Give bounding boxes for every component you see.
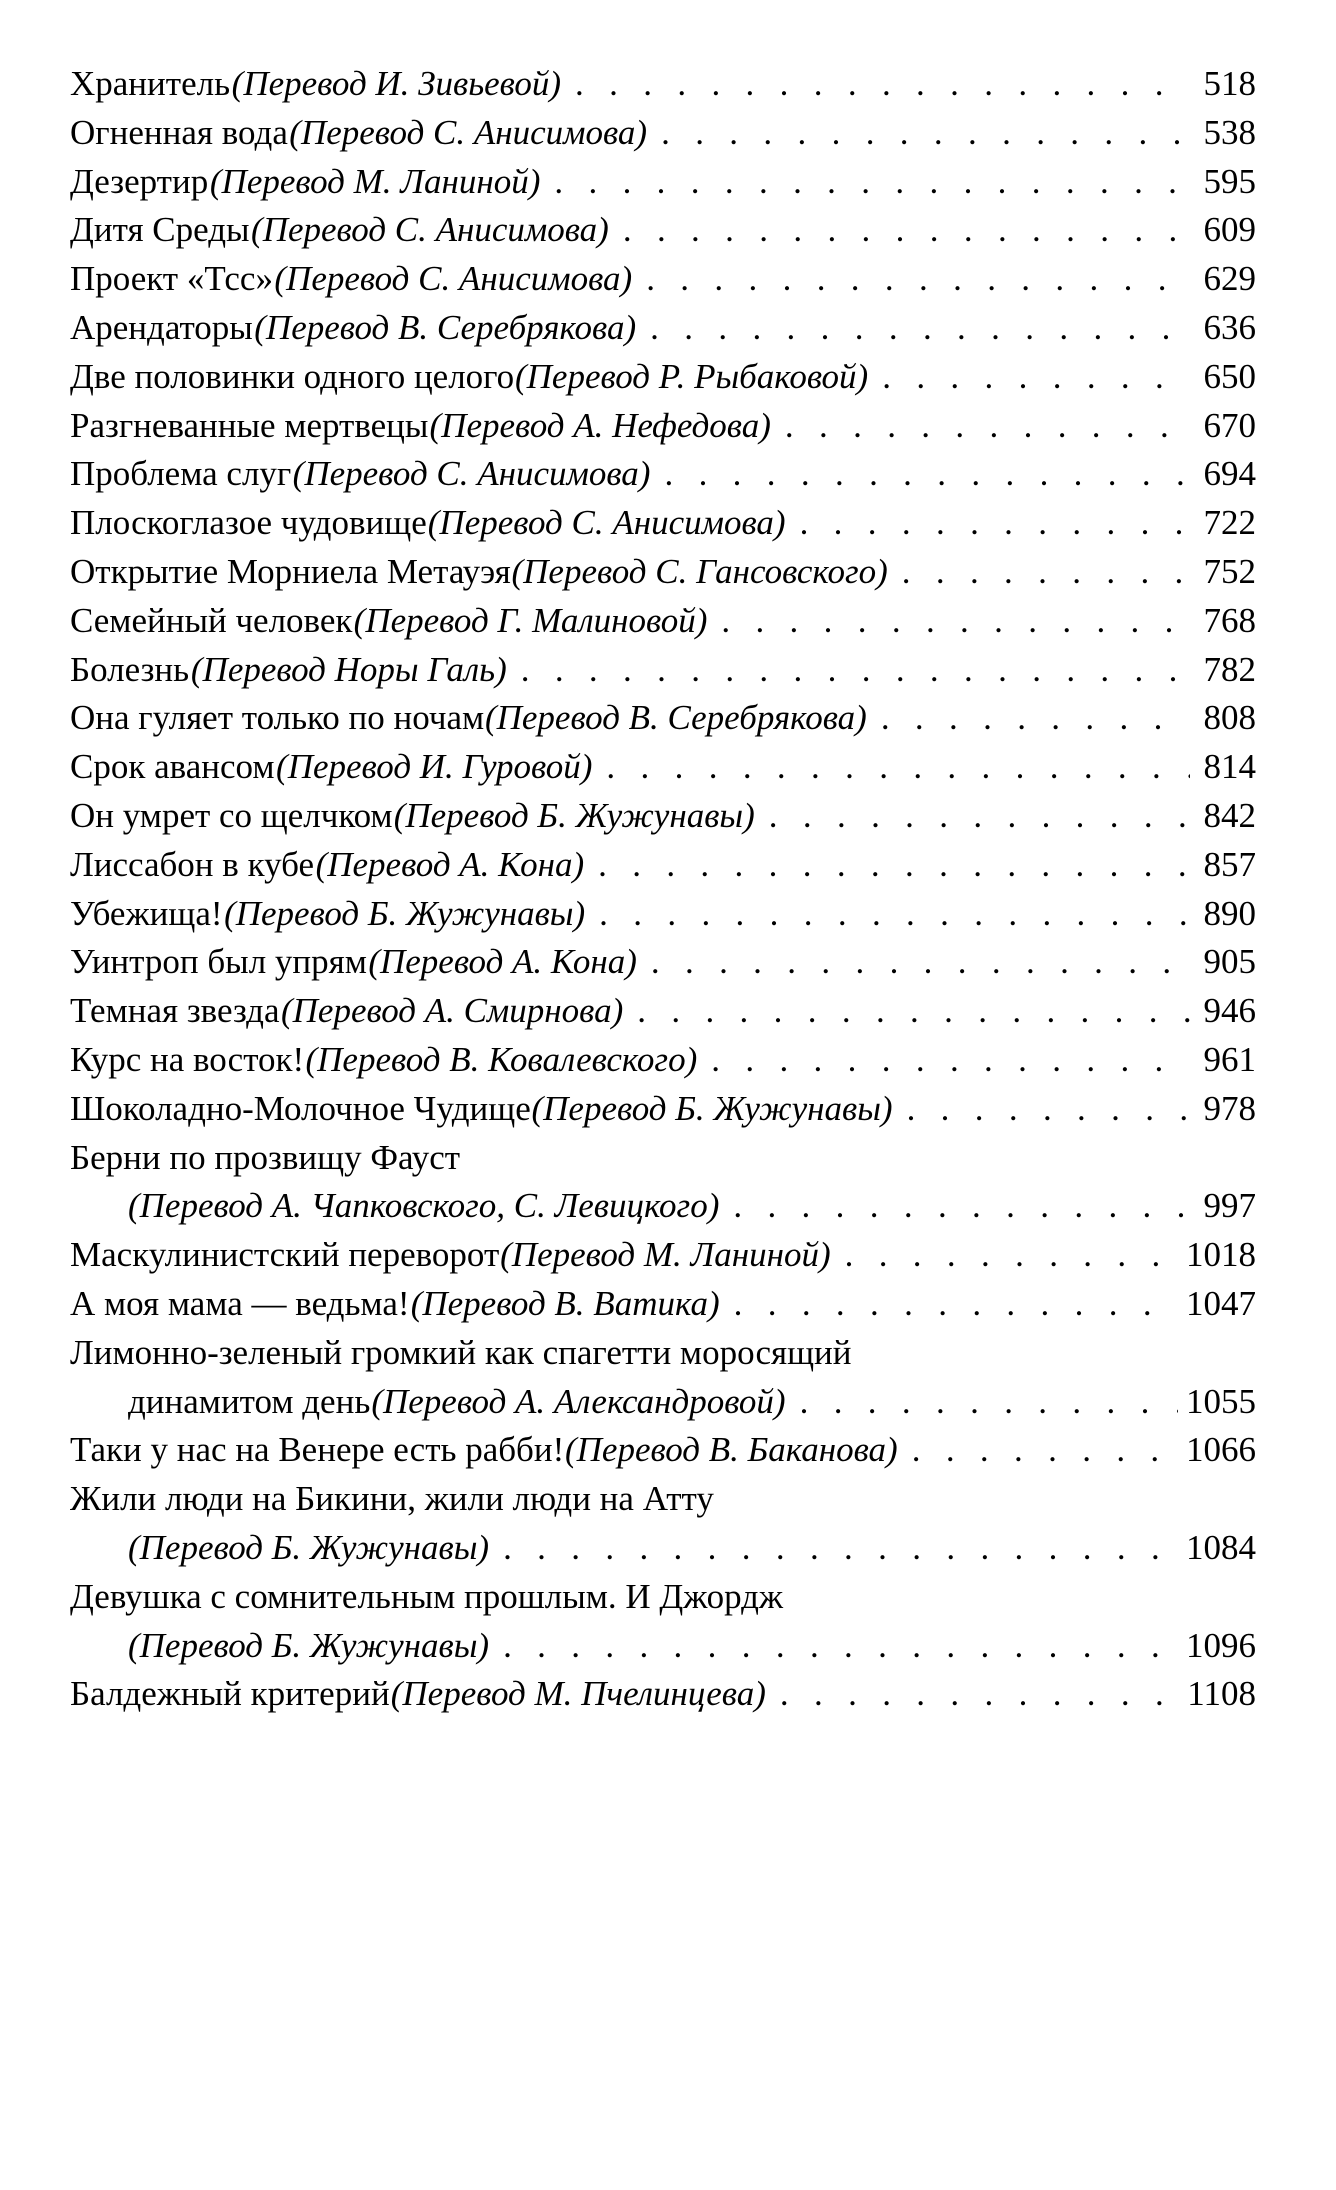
entry-translator: (Перевод Б. Жужунавы) <box>128 1625 490 1665</box>
entry-translator: (Перевод В. Ковалевского) <box>305 1039 698 1079</box>
dot-leader <box>881 694 1190 743</box>
entry-title: Срок авансом <box>70 747 275 787</box>
entry-translator: (Перевод Б. Жужунавы) <box>531 1088 893 1128</box>
entry-page: 842 <box>1203 795 1256 835</box>
toc-entry <box>70 792 1256 841</box>
dot-leader <box>785 402 1190 451</box>
entry-translator: (Перевод М. Ланиной) <box>500 1235 831 1275</box>
entry-title: Девушка с сомнительным прошлым. И Джордж <box>70 1576 784 1616</box>
entry-page: 814 <box>1203 747 1256 787</box>
entry-title: Плоскоглазое чудовище <box>70 503 427 543</box>
entry-page: 857 <box>1203 844 1256 884</box>
entry-title: Лиссабон в кубе <box>70 844 314 884</box>
toc-entry <box>70 1280 1256 1329</box>
dot-leader <box>907 1085 1190 1134</box>
toc-entry <box>70 548 1256 597</box>
entry-translator: (Перевод И. Гуровой) <box>276 747 593 787</box>
dot-leader <box>503 1622 1178 1671</box>
entry-page: 782 <box>1203 649 1256 689</box>
entry-title: Хранитель <box>70 64 231 103</box>
entry-title: Таки у нас на Венере есть рабби! <box>70 1430 565 1470</box>
entry-page: 518 <box>1203 64 1256 103</box>
entry-translator: (Перевод И. Зивьевой) <box>231 64 562 103</box>
entry-title: Берни по прозвищу Фауст <box>70 1137 461 1177</box>
entry-page: 997 <box>1203 1186 1256 1226</box>
toc-entry <box>70 1085 1256 1134</box>
toc-entry <box>70 60 1256 109</box>
dot-leader <box>780 1670 1179 1719</box>
entry-translator: (Перевод В. Серебрякова) <box>254 307 637 347</box>
toc-entry <box>70 109 1256 158</box>
entry-page: 961 <box>1203 1039 1256 1079</box>
entry-title: Убежища! <box>70 893 223 933</box>
dot-leader <box>664 450 1190 499</box>
entry-page: 636 <box>1203 307 1256 347</box>
dot-leader <box>637 987 1190 1036</box>
entry-page: 1096 <box>1186 1625 1256 1665</box>
dot-leader <box>650 304 1190 353</box>
dot-leader <box>646 255 1190 304</box>
entry-page: 768 <box>1203 600 1256 640</box>
toc-entry <box>70 402 1256 451</box>
entry-page: 722 <box>1203 503 1256 543</box>
entry-translator: (Перевод Норы Галь) <box>190 649 507 689</box>
dot-leader <box>521 646 1190 695</box>
entry-page: 752 <box>1203 551 1256 591</box>
entry-translator: (Перевод А. Кона) <box>368 942 637 982</box>
entry-page: 1108 <box>1187 1674 1256 1714</box>
entry-title: Курс на восток! <box>70 1039 305 1079</box>
toc-entry <box>70 938 1256 987</box>
entry-page: 1055 <box>1186 1381 1256 1421</box>
dot-leader <box>800 499 1190 548</box>
entry-title: Семейный человек <box>70 600 353 640</box>
entry-translator: (Перевод В. Баканова) <box>564 1430 898 1470</box>
toc-entry <box>70 499 1256 548</box>
dot-leader <box>661 109 1190 158</box>
dot-leader <box>721 597 1190 646</box>
entry-page: 1047 <box>1186 1283 1256 1323</box>
entry-title-line1: Лимонно-зеленый громкий как спагетти моросящий <box>70 1332 852 1372</box>
toc-entry <box>70 353 1256 402</box>
dot-leader <box>902 548 1190 597</box>
toc-entry <box>70 841 1256 890</box>
entry-page: 890 <box>1203 893 1256 933</box>
toc-entry <box>70 1329 1256 1427</box>
toc-entry <box>70 597 1256 646</box>
entry-translator: (Перевод А. Нефедова) <box>429 405 771 445</box>
toc-entry <box>70 1426 1256 1475</box>
toc-entry <box>70 255 1256 304</box>
entry-title: А моя мама — ведьма! <box>70 1283 410 1323</box>
entry-translator: (Перевод М. Ланиной) <box>209 161 541 201</box>
entry-page: 650 <box>1203 356 1256 396</box>
entry-translator: (Перевод Г. Малиновой) <box>353 600 708 640</box>
dot-leader <box>800 1378 1178 1427</box>
entry-title: Жили люди на Бикини, жили люди на Атту <box>70 1479 714 1519</box>
entry-page: 1018 <box>1186 1235 1256 1275</box>
entry-title: Разгневанные мертвецы <box>70 405 429 445</box>
toc-entry <box>70 158 1256 207</box>
toc-entry <box>70 1134 1256 1232</box>
entry-title: Дезертир <box>70 161 209 201</box>
entry-title: Она гуляет только по ночам <box>70 698 485 738</box>
toc-entry <box>70 987 1256 1036</box>
entry-page: 978 <box>1203 1088 1256 1128</box>
dot-leader <box>575 60 1190 109</box>
entry-title: Болезнь <box>70 649 190 689</box>
dot-leader <box>769 792 1190 841</box>
entry-translator: (Перевод С. Анисимова) <box>289 112 648 152</box>
entry-translator: (Перевод Б. Жужунавы) <box>224 893 586 933</box>
dot-leader <box>734 1280 1178 1329</box>
entry-title: Маскулинистский переворот <box>70 1235 500 1275</box>
toc-entry <box>70 450 1256 499</box>
toc-entry <box>70 1036 1256 1085</box>
entry-title: Темная звезда <box>70 991 280 1031</box>
table-of-contents <box>70 60 1256 1719</box>
entry-page: 629 <box>1203 259 1256 299</box>
dot-leader <box>711 1036 1190 1085</box>
dot-leader <box>599 890 1190 939</box>
entry-title: Дитя Среды <box>70 210 250 250</box>
entry-translator: (Перевод Б. Жужунавы) <box>128 1527 490 1567</box>
entry-translator: (Перевод М. Пчелинцева) <box>390 1674 766 1714</box>
dot-leader <box>606 743 1190 792</box>
toc-entry <box>70 206 1256 255</box>
entry-translator: (Перевод Б. Жужунавы) <box>393 795 755 835</box>
entry-translator: (Перевод С. Анисимова) <box>251 210 609 250</box>
toc-entry <box>70 304 1256 353</box>
entry-translator: (Перевод Р. Рыбаковой) <box>515 356 869 396</box>
toc-entry <box>70 1670 1256 1719</box>
dot-leader <box>912 1426 1178 1475</box>
toc-entry <box>70 890 1256 939</box>
entry-page: 538 <box>1203 112 1256 152</box>
entry-page: 609 <box>1203 210 1256 250</box>
toc-entry <box>70 1475 1256 1573</box>
dot-leader <box>733 1182 1190 1231</box>
entry-title: Проблема слуг <box>70 454 292 494</box>
dot-leader <box>554 158 1190 207</box>
entry-page: 946 <box>1203 991 1256 1031</box>
entry-title: Открытие Морниела Метауэя <box>70 551 511 591</box>
entry-translator: (Перевод С. Анисимова) <box>292 454 651 494</box>
entry-translator: (Перевод А. Чапковского, С. Левицкого) <box>128 1186 720 1226</box>
toc-entry <box>70 646 1256 695</box>
entry-page: 1084 <box>1186 1527 1256 1567</box>
dot-leader <box>845 1231 1178 1280</box>
entry-title: динамитом день <box>128 1381 371 1421</box>
entry-page: 905 <box>1203 942 1256 982</box>
entry-title: Шоколадно-Молочное Чудище <box>70 1088 531 1128</box>
toc-entry <box>70 1573 1256 1671</box>
dot-leader <box>623 206 1190 255</box>
entry-translator: (Перевод В. Серебрякова) <box>484 698 867 738</box>
dot-leader <box>882 353 1190 402</box>
entry-title: Арендаторы <box>70 307 253 347</box>
entry-translator: (Перевод В. Ватика) <box>410 1283 720 1323</box>
entry-translator: (Перевод С. Анисимова) <box>427 503 786 543</box>
dot-leader <box>503 1524 1178 1573</box>
entry-translator: (Перевод А. Смирнова) <box>280 991 624 1031</box>
entry-page: 808 <box>1203 698 1256 738</box>
entry-translator: (Перевод А. Кона) <box>315 844 585 884</box>
entry-translator: (Перевод С. Анисимова) <box>274 259 633 299</box>
entry-page: 1066 <box>1186 1430 1256 1470</box>
entry-page: 694 <box>1203 454 1256 494</box>
toc-entry <box>70 694 1256 743</box>
entry-page: 595 <box>1203 161 1256 201</box>
toc-entry <box>70 1231 1256 1280</box>
entry-translator: (Перевод А. Александровой) <box>371 1381 786 1421</box>
entry-title: Проект «Тсс» <box>70 259 273 299</box>
dot-leader <box>598 841 1190 890</box>
entry-translator: (Перевод С. Гансовского) <box>511 551 888 591</box>
entry-title: Уинтроп был упрям <box>70 942 367 982</box>
entry-title: Балдежный критерий <box>70 1674 390 1714</box>
entry-title: Огненная вода <box>70 112 288 152</box>
entry-page: 670 <box>1203 405 1256 445</box>
entry-title: Он умрет со щелчком <box>70 795 393 835</box>
dot-leader <box>651 938 1190 987</box>
toc-entry <box>70 743 1256 792</box>
entry-title: Две половинки одного целого <box>70 356 515 396</box>
